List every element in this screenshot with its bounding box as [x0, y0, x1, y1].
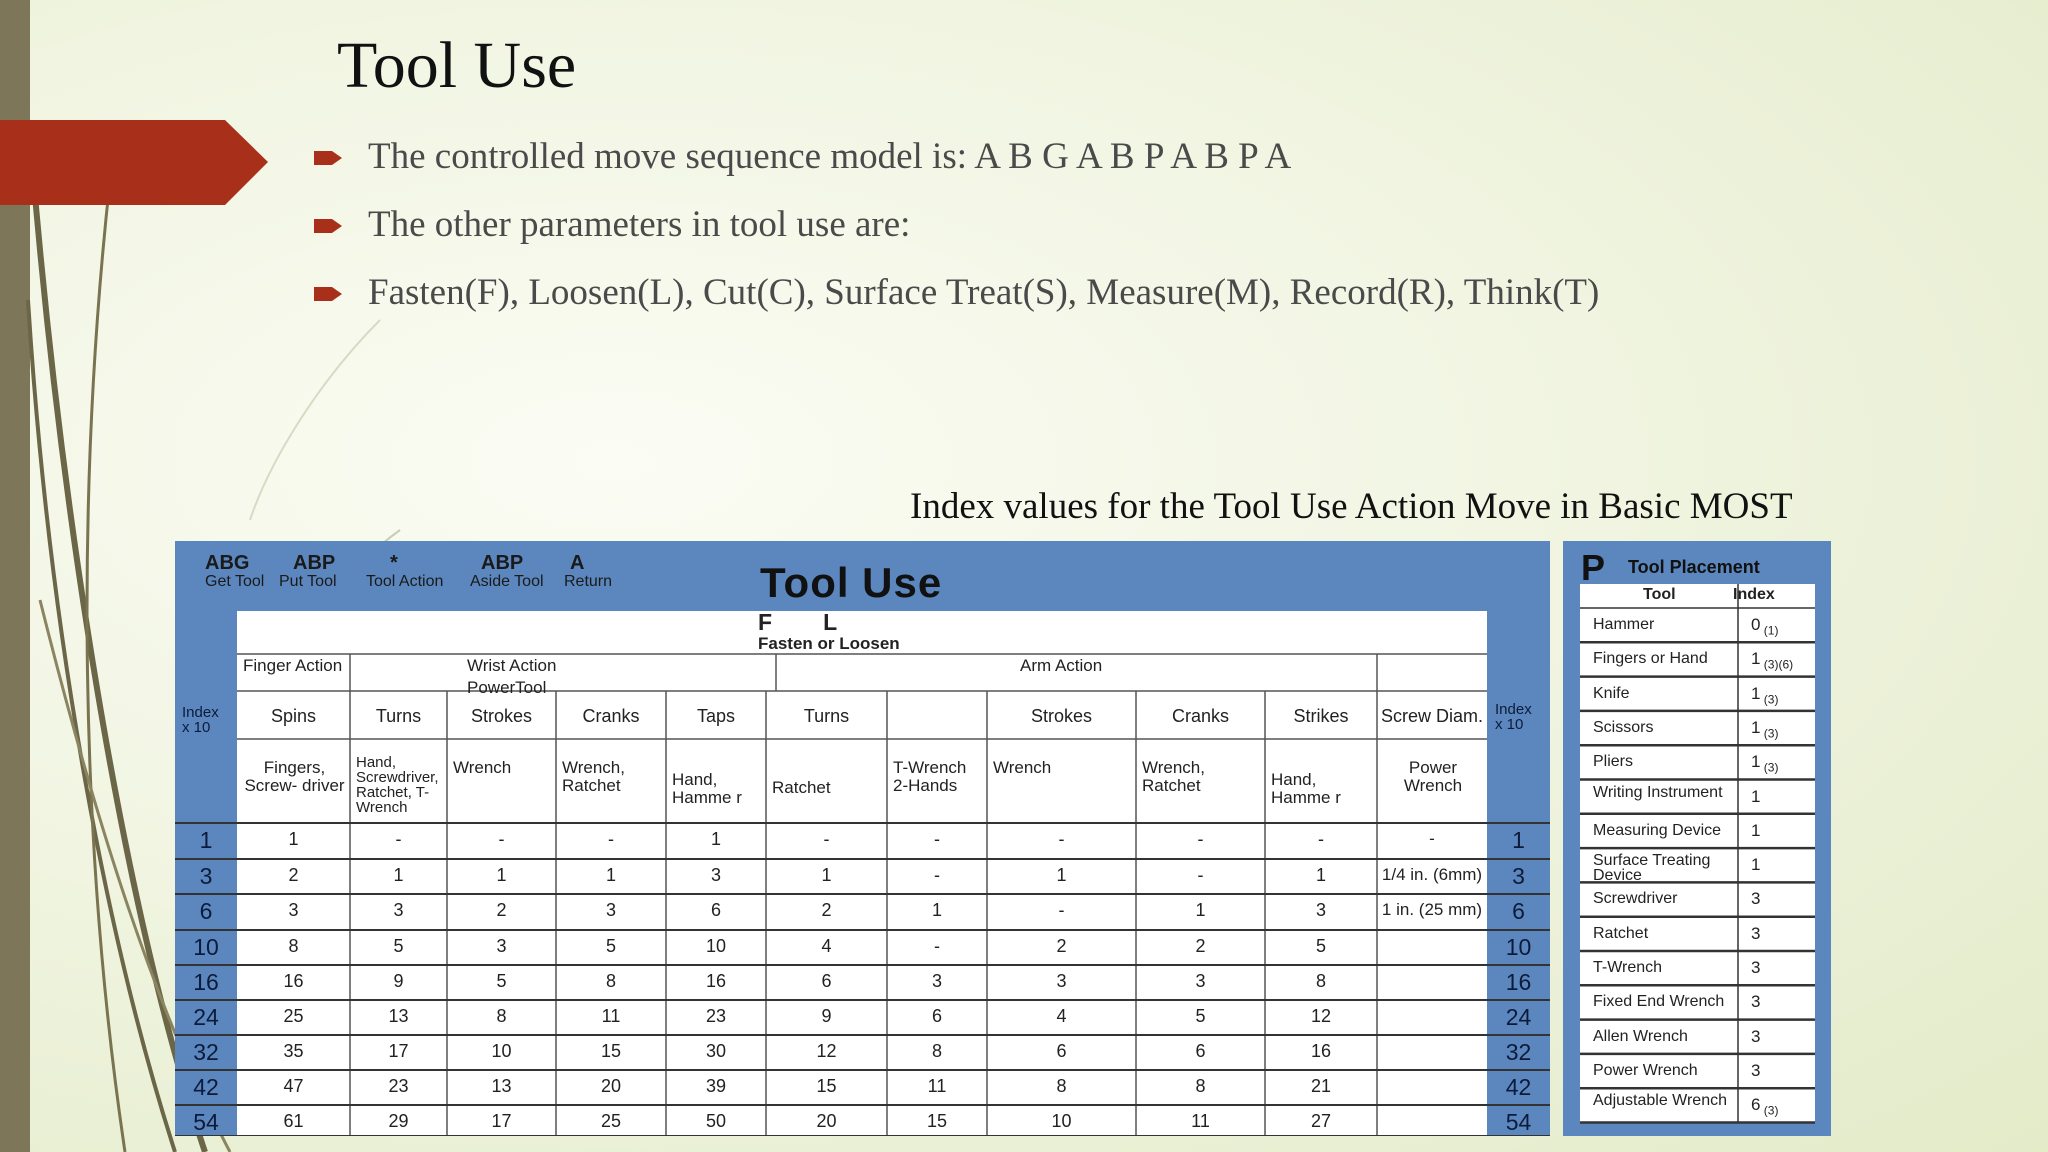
table-cell: -	[498, 829, 505, 849]
column-action-label: Spins	[270, 706, 317, 726]
index-value: 3	[1512, 863, 1525, 889]
column-action-label: Cranks	[582, 706, 640, 726]
bullet-list	[308, 128, 2008, 332]
placement-tool-name: Allen Wrench	[1593, 1027, 1688, 1045]
table-cell: -	[934, 936, 940, 956]
column-tool-label: Wrench, Ratchet	[562, 758, 625, 795]
placement-index-value: 0 $_{(1)}$	[1751, 615, 1779, 638]
table-cell: 1	[931, 900, 942, 920]
table-cell: 1 in. (25 mm)	[1381, 900, 1483, 919]
table-cell: -	[1197, 865, 1204, 885]
placement-index-value: 1 $_{(3)}$	[1751, 717, 1779, 741]
index-value: 6	[199, 898, 213, 924]
index-value: 42	[1505, 1074, 1532, 1100]
index-value: 1	[1512, 827, 1525, 853]
table-cell: -	[395, 829, 402, 849]
index-value: 24	[193, 1004, 219, 1030]
index-value: 54	[193, 1109, 219, 1135]
placement-note: (3)	[1760, 760, 1779, 775]
placement-col-tool: Tool	[1643, 586, 1676, 603]
placement-note: (3)(6)	[1760, 657, 1794, 672]
table-cell: -	[934, 865, 940, 885]
bullet-text: The other parameters in tool use are:	[368, 204, 911, 245]
placement-tool-name: T-Wrench	[1593, 959, 1663, 976]
placement-tool-name: Power Wrench	[1593, 1061, 1698, 1079]
table-cell: 1	[710, 829, 721, 849]
column-action-label: Turns	[803, 706, 850, 726]
placement-index-value: 1 $_{(3)}$	[1751, 683, 1779, 706]
table-cell: 30	[705, 1041, 727, 1061]
placement-index-value: 3	[1751, 992, 1761, 1012]
column-tool-label: Wrench	[453, 758, 512, 777]
placement-index-value: 3	[1751, 923, 1761, 943]
table-cell: 1/4 in. (6mm)	[1381, 865, 1483, 884]
column-action-label: Taps	[696, 706, 736, 726]
index-label-right: Index x 10	[1495, 701, 1532, 733]
placement-note: (3)	[1760, 691, 1779, 706]
header-code-tool-action: * Tool Action	[366, 552, 444, 590]
bullet-item	[308, 196, 2008, 264]
table-cell: 11	[1191, 1111, 1210, 1131]
table-cell: 5	[393, 936, 404, 956]
table-cell: 13	[491, 1076, 512, 1096]
column-action-label: Strokes	[470, 706, 533, 726]
table-cell: 2	[821, 900, 832, 920]
placement-tool-name: Fixed End Wrench	[1593, 993, 1725, 1011]
index-value: 10	[1505, 934, 1532, 960]
placement-index-value: 1 $_{(3)}$	[1751, 752, 1779, 775]
column-action-label: Strikes	[1293, 706, 1349, 726]
index-value: 32	[1505, 1039, 1532, 1065]
table-cell: 17	[491, 1111, 512, 1131]
column-action-label: Strokes	[1030, 706, 1093, 726]
bullet-text: Fasten(F), Loosen(L), Cut(C), Surface Treat(S), Measure(M), Record(R), Think(T)	[368, 272, 1600, 313]
header-code-get-tool: ABG Get Tool	[205, 552, 265, 590]
index-value: 32	[193, 1039, 219, 1065]
bullet-text: The controlled move sequence model is: A B G A B P A B P A	[368, 136, 1292, 177]
placement-index-value: 3	[1751, 958, 1761, 977]
table-cell: 20	[816, 1111, 837, 1131]
placement-tool-name: Writing Instrument	[1593, 783, 1723, 801]
table-cell: 12	[1310, 1006, 1332, 1026]
index-value: 3	[199, 863, 213, 889]
fasten-loosen-label: Fasten or Loosen	[758, 634, 900, 653]
table-cell: 23	[388, 1076, 409, 1096]
table-cell: 9	[821, 1006, 832, 1026]
column-tool-label: Wrench	[993, 758, 1052, 777]
table-cell: 3	[393, 900, 404, 920]
bullet-arrow-icon	[314, 284, 344, 304]
table-cell: 25	[600, 1111, 622, 1131]
group-wrist-action: Wrist Action	[467, 656, 557, 675]
group-powertool: PowerTool	[467, 678, 547, 697]
table-cell: 12	[816, 1041, 837, 1061]
table-cell: 6	[821, 971, 832, 991]
table-cell: 3	[288, 900, 299, 920]
table-cell: 25	[283, 1006, 304, 1026]
table-cell: 3	[605, 900, 616, 920]
table-cell: 10	[705, 936, 727, 956]
table-cell: 4	[1056, 1006, 1067, 1026]
table-cell: 10	[1051, 1111, 1072, 1131]
table-cell: 3	[1056, 971, 1067, 991]
bullet-arrow-icon	[314, 148, 344, 168]
index-value: 6	[1512, 898, 1525, 924]
table-cell: 1	[288, 829, 299, 849]
table-cell: 8	[605, 971, 616, 991]
table-cell: 8	[1195, 1076, 1206, 1096]
table-cell: 1	[605, 865, 616, 885]
slide-title: Tool Use	[337, 29, 577, 102]
header-code-aside-tool: ABP Aside Tool	[470, 552, 544, 590]
table-cell: 1	[1315, 865, 1326, 885]
table-cell: 2	[496, 900, 507, 920]
column-tool-label: Hand, Hamme r	[672, 770, 742, 807]
placement-tool-name: Ratchet	[1593, 924, 1649, 942]
column-action-label: Turns	[375, 706, 422, 726]
placement-index-value: 1 $_{(3)(6)}$	[1751, 649, 1794, 672]
table-cell: 35	[283, 1041, 304, 1061]
placement-letter: P	[1581, 547, 1606, 588]
table-cell: 1	[821, 865, 832, 885]
table-cell: 50	[705, 1111, 727, 1131]
placement-tool-name: Scissors	[1593, 718, 1654, 736]
tool-use-table	[175, 541, 1550, 1136]
table-cell: 9	[393, 971, 404, 991]
table-cell: 2	[1056, 936, 1067, 956]
table-cell: 8	[288, 936, 299, 956]
table-cell: 3	[496, 936, 507, 956]
table-cell: 16	[1310, 1041, 1332, 1061]
table-cell: 47	[283, 1076, 304, 1096]
table-cell: 61	[283, 1111, 304, 1131]
table-cell: -	[823, 829, 830, 849]
table-cell: 2	[288, 865, 299, 885]
table-cell: -	[1058, 900, 1065, 920]
column-tool-label: Wrench, Ratchet	[1142, 758, 1205, 795]
table-cell: 5	[605, 936, 616, 956]
accent-arrow-shape	[0, 120, 268, 205]
table-cell: 5	[496, 971, 507, 991]
column-tool-label: T-Wrench 2-Hands	[893, 758, 967, 795]
table-cell: 39	[705, 1076, 727, 1096]
column-tool-label: Ratchet	[772, 778, 831, 797]
table-cell: 8	[1056, 1076, 1067, 1096]
placement-index-value: 6 $_{(3)}$	[1751, 1095, 1779, 1118]
placement-note: (3)	[1760, 726, 1779, 741]
group-finger-action: Finger Action	[243, 656, 343, 675]
table-cell: -	[1318, 829, 1324, 849]
table-cell: 6	[1056, 1041, 1067, 1061]
table-cell: 2	[1195, 936, 1206, 956]
fasten-loosen-letters: F L	[758, 609, 838, 635]
bullet-item	[308, 264, 2008, 332]
table-cell: 5	[1315, 936, 1326, 956]
table-cell: 3	[710, 865, 721, 885]
table-cell: -	[934, 829, 940, 849]
table-cell: 1	[1195, 900, 1206, 920]
index-value: 10	[193, 934, 219, 960]
table-cell: 17	[388, 1041, 409, 1061]
table-cell: -	[1197, 829, 1204, 849]
table-cell: 15	[816, 1076, 837, 1096]
index-value: 24	[1505, 1004, 1532, 1030]
table-cell: 23	[705, 1006, 727, 1026]
table-cell: 11	[601, 1006, 621, 1026]
placement-index-value: 1	[1751, 820, 1761, 840]
placement-tool-name: Surface Treating Device	[1593, 852, 1711, 885]
header-code-put-tool: ABP Put Tool	[279, 552, 337, 590]
table-cell: 16	[705, 971, 727, 991]
index-value: 1	[199, 827, 213, 853]
placement-tool-name: Hammer	[1593, 616, 1655, 633]
table-cell: 15	[600, 1041, 622, 1061]
column-tool-label: Hand, Screwdriver, Ratchet, T- Wrench	[356, 754, 439, 816]
table-cell: 21	[1310, 1076, 1332, 1096]
bullet-item	[308, 128, 2008, 196]
table-caption: Index values for the Tool Use Action Move in Basic MOST	[910, 486, 1793, 527]
placement-tool-name: Fingers or Hand	[1593, 650, 1708, 668]
table-cell: 16	[283, 971, 304, 991]
index-label-left: Index x 10	[182, 704, 219, 736]
placement-col-index: Index	[1733, 586, 1775, 603]
placement-note: (3)	[1760, 1103, 1779, 1118]
placement-tool-name: Knife	[1593, 684, 1630, 702]
placement-index-value: 1	[1751, 855, 1761, 875]
table-cell: 1	[393, 865, 404, 885]
index-value: 16	[193, 969, 219, 995]
table-cell: 5	[1195, 1006, 1206, 1026]
table-cell: 6	[1195, 1041, 1206, 1061]
placement-title: Tool Placement	[1628, 557, 1760, 577]
table-cell: 8	[931, 1041, 942, 1061]
table-cell: 8	[1315, 971, 1326, 991]
column-tool-label: Hand, Hamme r	[1271, 770, 1341, 807]
table-cell: 11	[927, 1076, 947, 1096]
column-action-label: Cranks	[1171, 706, 1229, 726]
table-cell: 3	[931, 971, 942, 991]
index-value: 16	[1505, 969, 1532, 995]
bullet-arrow-icon	[314, 216, 344, 236]
tool-placement-table	[1563, 541, 1831, 1136]
placement-tool-name: Pliers	[1593, 753, 1634, 771]
placement-index-value: 3	[1751, 889, 1761, 909]
placement-index-value: 3	[1751, 1060, 1761, 1080]
table-cell: 8	[496, 1006, 507, 1026]
table-cell: -	[1058, 829, 1065, 849]
placement-tool-name: Screwdriver	[1593, 890, 1678, 908]
placement-tool-name: Adjustable Wrench	[1593, 1092, 1727, 1110]
table-cell: -	[608, 829, 614, 849]
table-cell: 29	[388, 1111, 409, 1131]
index-value: 42	[193, 1074, 219, 1100]
column-tool-label: Fingers, Screw- driver	[244, 758, 345, 795]
header-code-return: A Return	[564, 552, 613, 590]
table-cell: 15	[926, 1111, 948, 1131]
group-arm-action: Arm Action	[1020, 656, 1103, 675]
placement-index-value: 1	[1751, 786, 1761, 806]
table-cell: 3	[1195, 971, 1206, 991]
table-cell: 1	[496, 865, 507, 885]
table-cell: 3	[1315, 900, 1326, 920]
table-cell: 6	[931, 1006, 942, 1026]
table-cell: 27	[1310, 1111, 1332, 1131]
table-cell: 20	[600, 1076, 622, 1096]
column-tool-label: Power Wrench	[1403, 758, 1463, 795]
table-cell: 10	[491, 1041, 512, 1061]
column-action-label: Screw Diam.	[1380, 706, 1483, 726]
table-cell: 6	[710, 900, 721, 920]
index-value: 54	[1505, 1109, 1532, 1135]
table-cell: 1	[1056, 865, 1067, 885]
table-cell: -	[1429, 829, 1435, 848]
placement-note: (1)	[1760, 623, 1779, 638]
placement-index-value: 3	[1751, 1026, 1761, 1046]
table-title: Tool Use	[760, 559, 943, 606]
table-cell: 4	[821, 936, 832, 956]
table-cell: 13	[388, 1006, 409, 1026]
placement-tool-name: Measuring Device	[1593, 821, 1722, 839]
